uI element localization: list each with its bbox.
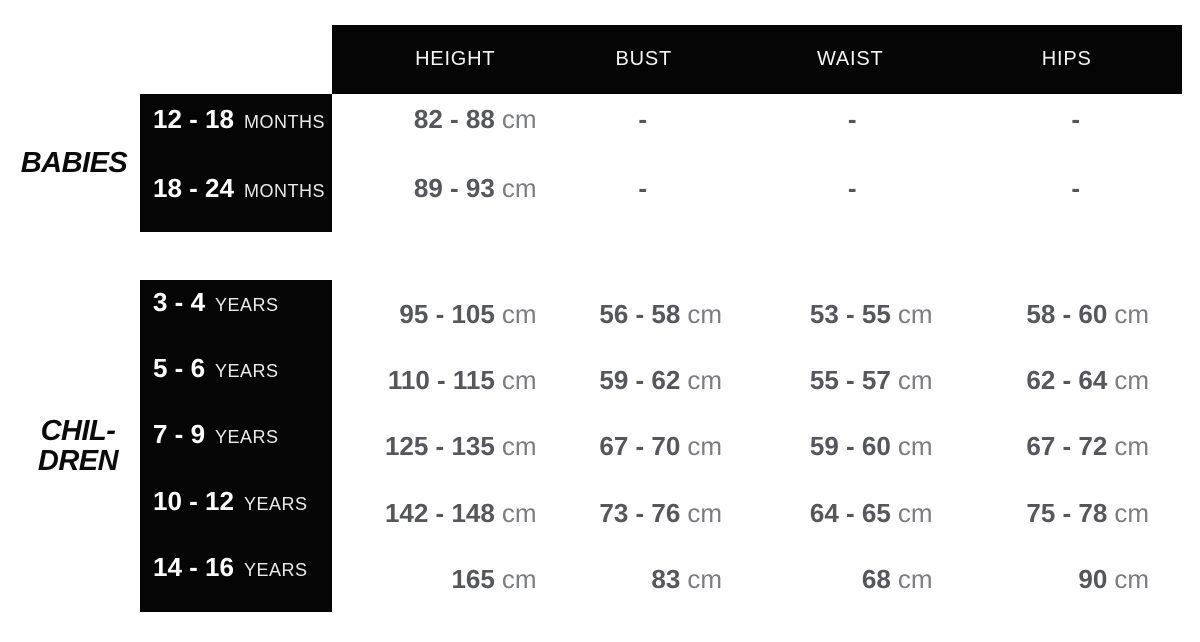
- hips-cell: [970, 163, 1183, 232]
- age-range-cell: [140, 163, 332, 232]
- hips-cell: [970, 346, 1183, 412]
- age-range: 14 - 16: [153, 552, 234, 583]
- height-unit: cm: [501, 497, 537, 528]
- hips-unit: cm: [1114, 564, 1149, 595]
- bust-unit: cm: [687, 497, 722, 528]
- age-range: 5 - 6: [153, 353, 206, 384]
- age-unit: YEARS: [215, 427, 279, 448]
- height-cell: [332, 280, 545, 346]
- age-range-cell: [140, 546, 332, 612]
- age-unit: YEARS: [243, 493, 308, 514]
- hips-value: -: [1071, 173, 1081, 203]
- waist-cell: [757, 413, 970, 479]
- bust-value: 67 - 70: [599, 431, 681, 462]
- height-unit: cm: [501, 564, 537, 595]
- hips-cell: [970, 94, 1183, 163]
- age-range-cell: [140, 346, 332, 412]
- height-value: 165: [451, 564, 495, 595]
- bust-value: -: [638, 104, 648, 134]
- waist-value: 64 - 65: [809, 497, 891, 528]
- hips-value: 67 - 72: [1026, 431, 1108, 462]
- waist-value: 68: [861, 564, 891, 595]
- waist-cell: [757, 546, 970, 612]
- height-value: 89 - 93: [413, 173, 495, 203]
- bust-value: 59 - 62: [599, 365, 681, 396]
- group-title-line: BABIES: [20, 147, 128, 179]
- waist-unit: cm: [897, 564, 933, 595]
- age-unit: YEARS: [215, 361, 279, 382]
- column-header-waist: WAIST: [816, 48, 884, 70]
- waist-value: 55 - 57: [809, 365, 891, 396]
- bust-value: 83: [651, 564, 681, 595]
- bust-cell: [545, 413, 758, 479]
- group-title-children: [8, 280, 148, 612]
- height-value: 95 - 105: [399, 298, 495, 329]
- column-header-bar: [332, 25, 1182, 94]
- height-cell: [332, 479, 545, 545]
- waist-cell: [757, 280, 970, 346]
- bust-value: 73 - 76: [599, 497, 681, 528]
- bust-cell: [545, 479, 758, 545]
- height-value: 125 - 135: [384, 431, 495, 462]
- bust-unit: cm: [687, 298, 722, 329]
- waist-value: 59 - 60: [809, 431, 891, 462]
- hips-value: -: [1071, 104, 1081, 134]
- waist-cell: [757, 94, 970, 163]
- waist-value: -: [847, 173, 857, 203]
- bust-unit: cm: [687, 431, 722, 462]
- column-header-height: HEIGHT: [415, 48, 496, 70]
- age-range: 10 - 12: [153, 485, 234, 516]
- hips-unit: cm: [1114, 497, 1149, 528]
- waist-cell: [757, 479, 970, 545]
- hips-unit: cm: [1114, 365, 1149, 396]
- waist-cell: [757, 163, 970, 232]
- height-unit: cm: [501, 104, 537, 134]
- group-title-line: DREN: [37, 445, 119, 477]
- height-cell: [332, 346, 545, 412]
- waist-cell: [757, 346, 970, 412]
- age-unit: YEARS: [243, 560, 308, 581]
- babies-section: [140, 94, 1182, 232]
- height-value: 110 - 115: [387, 365, 495, 396]
- hips-value: 75 - 78: [1026, 497, 1108, 528]
- height-cell: [332, 546, 545, 612]
- height-unit: cm: [501, 431, 537, 462]
- waist-unit: cm: [897, 431, 933, 462]
- hips-value: 90: [1078, 564, 1108, 595]
- children-section: [140, 280, 1182, 612]
- height-unit: cm: [501, 173, 537, 203]
- waist-unit: cm: [897, 298, 933, 329]
- bust-cell: [545, 546, 758, 612]
- bust-unit: cm: [687, 365, 722, 396]
- age-range-cell: [140, 479, 332, 545]
- hips-cell: [970, 280, 1183, 346]
- height-cell: [332, 163, 545, 232]
- group-title-line: CHIL-: [40, 415, 116, 447]
- group-title-babies: [4, 94, 144, 232]
- age-unit: MONTHS: [243, 181, 325, 201]
- age-range: 12 - 18: [153, 104, 234, 134]
- age-range: 7 - 9: [153, 419, 206, 450]
- age-range-cell: [140, 413, 332, 479]
- height-cell: [332, 94, 545, 163]
- age-unit: MONTHS: [243, 112, 325, 132]
- bust-cell: [545, 94, 758, 163]
- age-unit: YEARS: [215, 294, 279, 315]
- hips-cell: [970, 479, 1183, 545]
- age-range-cell: [140, 94, 332, 163]
- bust-value: 56 - 58: [599, 298, 681, 329]
- hips-cell: [970, 546, 1183, 612]
- hips-cell: [970, 413, 1183, 479]
- height-value: 142 - 148: [384, 497, 495, 528]
- bust-cell: [545, 163, 758, 232]
- waist-unit: cm: [897, 497, 933, 528]
- bust-cell: [545, 280, 758, 346]
- hips-value: 58 - 60: [1026, 298, 1108, 329]
- hips-unit: cm: [1114, 298, 1149, 329]
- column-header-bust: BUST: [615, 48, 673, 70]
- waist-value: -: [847, 104, 857, 134]
- bust-unit: cm: [687, 564, 722, 595]
- waist-unit: cm: [897, 365, 933, 396]
- hips-value: 62 - 64: [1026, 365, 1108, 396]
- hips-unit: cm: [1114, 431, 1149, 462]
- age-range: 3 - 4: [153, 286, 206, 317]
- column-header-hips: HIPS: [1041, 48, 1092, 70]
- age-range: 18 - 24: [153, 173, 234, 203]
- height-cell: [332, 413, 545, 479]
- bust-value: -: [638, 173, 648, 203]
- height-value: 82 - 88: [413, 104, 495, 134]
- height-unit: cm: [501, 365, 537, 396]
- waist-value: 53 - 55: [809, 298, 891, 329]
- age-range-cell: [140, 280, 332, 346]
- bust-cell: [545, 346, 758, 412]
- height-unit: cm: [501, 298, 537, 329]
